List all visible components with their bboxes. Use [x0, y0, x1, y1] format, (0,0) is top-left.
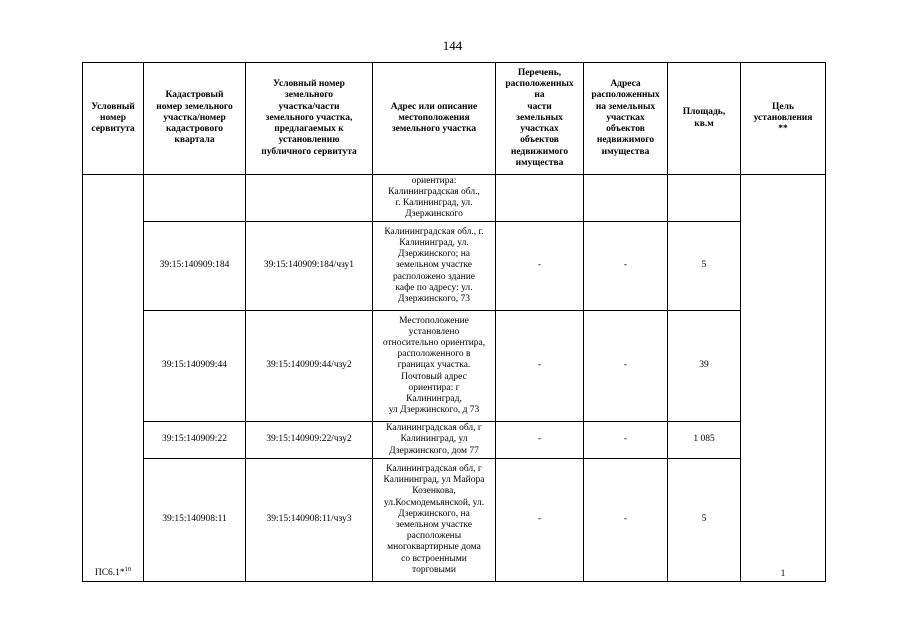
servitude-id-cell: [83, 175, 144, 582]
object-addresses-cell: -: [584, 459, 668, 582]
header-area: Площадь, кв.м: [668, 63, 741, 175]
conditional-cell: 39:15:140909:44/чзу2: [246, 311, 373, 422]
area-cell: 1 085: [668, 422, 741, 459]
conditional-cell: 39:15:140909:184/чзу1: [246, 222, 373, 311]
objects-cell: [496, 175, 584, 222]
area-cell: 5: [668, 222, 741, 311]
address-cell: Калининградская обл., г. Калининград, ул. Дзержинского; на земельном участке расположено здание кафе по адресу: ул. Дзержинского, 73: [373, 222, 496, 311]
table-row: [83, 422, 826, 459]
objects-cell: -: [496, 459, 584, 582]
area-cell: 39: [668, 311, 741, 422]
header-object-addresses: Адреса расположенных на земельных участках объектов недвижимого имущества: [584, 63, 668, 175]
cadastral-cell: 39:15:140909:22: [144, 422, 246, 459]
object-addresses-cell: -: [584, 311, 668, 422]
object-addresses-cell: [584, 175, 668, 222]
address-cell: Калининградская обл, г Калининград, ул Дзержинского, дом 77: [373, 422, 496, 459]
cadastral-cell: 39:15:140909:184: [144, 222, 246, 311]
header-address: Адрес или описание местоположения земельного участка: [373, 63, 496, 175]
header-cadastral-number: Кадастровый номер земельного участка/номер кадастрового квартала: [144, 63, 246, 175]
table-row: [83, 311, 826, 422]
cadastral-cell: [144, 175, 246, 222]
address-cell: Калининградская обл, г Калининград, ул Майора Козенкова, ул.Космодемьянской, ул. Дзержинского, на земельном участке расположены многоквартирные дома со встроенными торговыми: [373, 459, 496, 582]
address-cell: ориентира: Калининградская обл., г. Калининград, ул. Дзержинского: [373, 175, 496, 222]
table-row: [83, 459, 826, 582]
object-addresses-cell: -: [584, 222, 668, 311]
cadastral-cell: 39:15:140909:44: [144, 311, 246, 422]
table-row: [83, 175, 826, 222]
cadastral-cell: 39:15:140908:11: [144, 459, 246, 582]
objects-cell: -: [496, 222, 584, 311]
object-addresses-cell: -: [584, 422, 668, 459]
header-objects-list: Перечень, расположенных на части земельных участках объектов недвижимого имущества: [496, 63, 584, 175]
servitude-table: [82, 62, 826, 582]
address-cell: Местоположение установлено относительно ориентира, расположенного в границах участка. Почтовый адрес ориентира: г Калининград, ул Дзержинского, д 73: [373, 311, 496, 422]
objects-cell: -: [496, 422, 584, 459]
header-row: [83, 63, 826, 175]
table-row: [83, 222, 826, 311]
conditional-cell: 39:15:140909:22/чзу2: [246, 422, 373, 459]
area-cell: 5: [668, 459, 741, 582]
conditional-cell: 39:15:140908:11/чзу3: [246, 459, 373, 582]
page-number: 144: [442, 38, 463, 53]
objects-cell: -: [496, 311, 584, 422]
header-conditional-number: Условный номер земельного участка/части земельного участка, предлагаемых к установлению публичного сервитута: [246, 63, 373, 175]
servitude-id: ПС6.1*: [94, 567, 125, 578]
conditional-cell: [246, 175, 373, 222]
servitude-footnote: 10: [124, 565, 132, 573]
area-cell: [668, 175, 741, 222]
purpose-cell: 1: [741, 175, 826, 582]
header-purpose: Цель установления **: [741, 63, 826, 175]
header-servitude-number: Условный номер сервитута: [83, 63, 144, 175]
